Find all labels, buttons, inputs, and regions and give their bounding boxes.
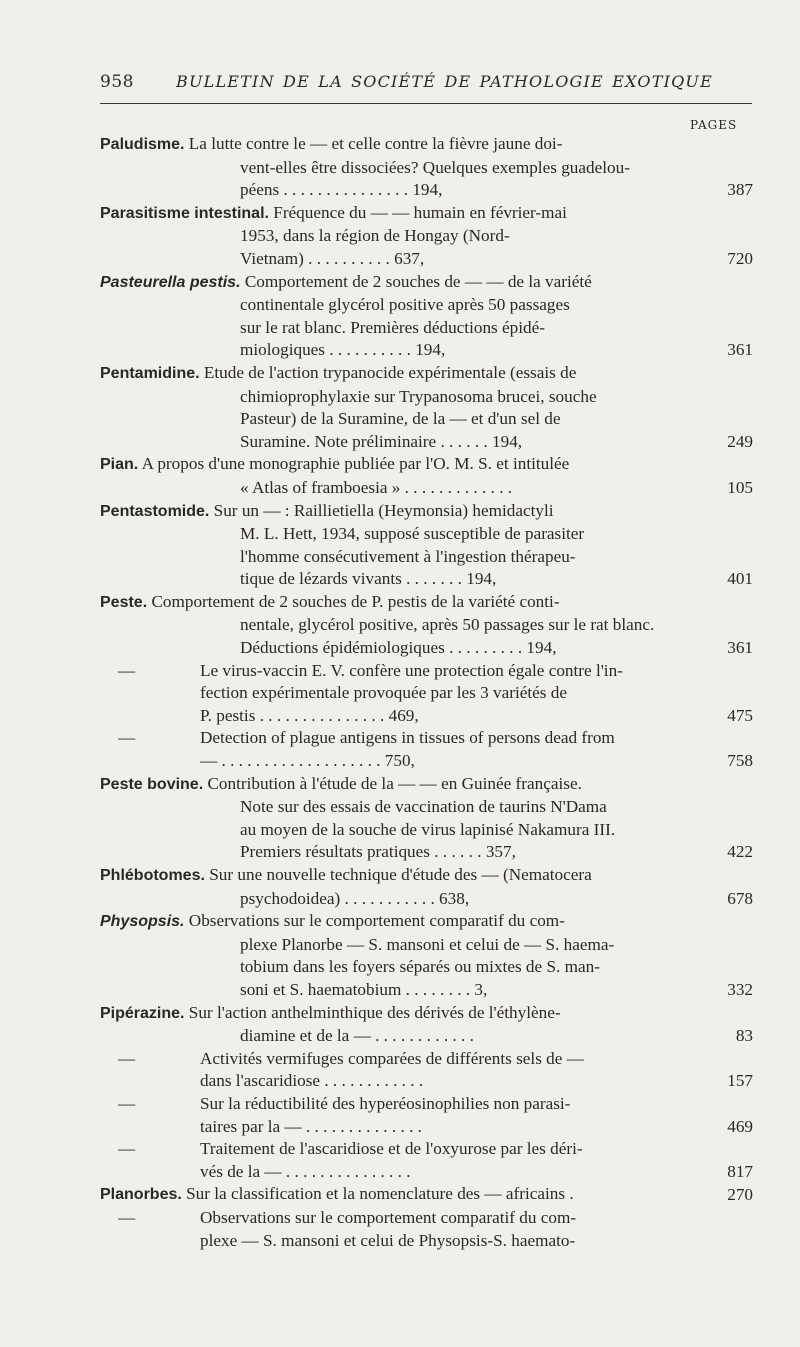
entry-line: tobium dans les foyers séparés ou mixtes de S. man- <box>240 957 600 977</box>
entry-line: Déductions épidémiologiques . . . . . . . . . 194, <box>240 638 557 658</box>
entry-line: Paludisme. La lutte contre le — et celle contre la fièvre jaune doi- <box>100 134 563 153</box>
page-reference: 270 <box>727 1185 753 1205</box>
entry-term: Phlébotomes. <box>100 867 205 884</box>
entry-line: Peste bovine. Contribution à l'étude de la — — en Guinée française. <box>100 773 582 793</box>
pages-column-label: PAGES <box>690 118 738 132</box>
entry-line: Suramine. Note préliminaire . . . . . . 194, <box>240 431 523 451</box>
index-entries <box>100 133 765 1252</box>
index-entry <box>100 1207 765 1252</box>
entry-text <box>100 271 677 362</box>
entry-line: nentale, glycérol positive, après 50 passages sur le rat blanc. <box>240 615 655 635</box>
entry-text <box>100 1093 677 1138</box>
entry-line: Pasteur) de la Suramine, de la — et d'un sel de <box>240 409 561 429</box>
entry-line: Physopsis. Observations sur le comportement comparatif du com- <box>100 911 565 931</box>
entry-line: Pentamidine. Etude de l'action trypanocide expérimentale (essais de <box>100 362 577 382</box>
entry-line: Pipérazine. Sur l'action anthelminthique des dérivés de l'éthylène- <box>100 1002 561 1022</box>
entry-dash: — <box>118 1139 136 1159</box>
entry-line: l'homme consécutivement à l'ingestion thérapeu- <box>240 546 576 566</box>
index-entry <box>100 453 765 499</box>
entry-text <box>100 133 677 202</box>
index-entry <box>100 1002 765 1048</box>
index-entry <box>100 591 765 660</box>
entry-line: Sur la réductibilité des hyperéosinophilies non parasi- <box>200 1093 571 1113</box>
entry-term: Pian. <box>100 456 139 474</box>
entry-line: Detection of plague antigens in tissues of persons dead from <box>200 728 615 748</box>
entry-term: Paludisme. <box>100 136 185 153</box>
page-reference: 83 <box>735 1026 753 1046</box>
entry-line: P. pestis . . . . . . . . . . . . . . . 469, <box>200 705 419 725</box>
entry-text <box>100 591 677 660</box>
entry-line: Note sur des essais de vaccination de taurins N'Dama <box>240 797 607 817</box>
index-entry <box>100 864 765 910</box>
index-entry <box>100 1138 765 1183</box>
entry-text <box>100 202 677 271</box>
entry-line: miologiques . . . . . . . . . . 194, <box>240 340 446 360</box>
entry-term: Pentastomide. <box>100 502 210 520</box>
entry-line: M. L. Hett, 1934, supposé susceptible de parasiter <box>240 524 585 544</box>
entry-line: Planorbes. Sur la classification et la nomenclature des — africains . <box>100 1184 574 1204</box>
entry-line: vés de la — . . . . . . . . . . . . . . . <box>200 1161 411 1181</box>
index-entry <box>100 202 765 271</box>
index-entry <box>100 362 765 453</box>
page-reference: 361 <box>727 638 753 658</box>
entry-term: Pasteurella pestis. <box>100 273 241 291</box>
index-entry <box>100 1183 765 1207</box>
entry-line: Pasteurella pestis. Comportement de 2 souches de — — de la variété <box>100 271 592 291</box>
index-entry <box>100 660 765 728</box>
entry-line: chimioprophylaxie sur Trypanosoma brucei, souche <box>240 386 597 406</box>
entry-line: Activités vermifuges comparées de différents sels de — <box>200 1048 584 1068</box>
entry-line: Traitement de l'ascaridiose et de l'oxyurose par les déri- <box>200 1139 583 1159</box>
page-reference: 249 <box>727 431 753 451</box>
entry-text <box>100 453 677 499</box>
entry-line: fection expérimentale provoquée par les 3 variétés de <box>200 683 567 703</box>
page-number: 958 <box>100 72 134 92</box>
page-reference: 105 <box>727 477 753 497</box>
entry-line: vent-elles être dissociées? Quelques exemples guadelou- <box>240 157 630 177</box>
entry-dash: — <box>118 660 136 680</box>
entry-line: diamine et de la — . . . . . . . . . . . . <box>240 1026 474 1046</box>
entry-line: tique de lézards vivants . . . . . . . 194, <box>240 569 497 589</box>
entry-dash: — <box>118 1093 136 1113</box>
entry-line: plexe — S. mansoni et celui de Physopsis-S. haemato- <box>200 1230 576 1250</box>
entry-term: Peste. <box>100 593 148 611</box>
entry-line: dans l'ascaridiose . . . . . . . . . . . . <box>200 1071 424 1091</box>
entry-line: Le virus-vaccin E. V. confère une protection égale contre l'in- <box>200 660 623 680</box>
page-reference: 678 <box>727 888 753 908</box>
page-reference: 758 <box>727 751 753 771</box>
entry-line: soni et S. haematobium . . . . . . . . 3, <box>240 979 488 999</box>
page-reference: 361 <box>727 340 753 360</box>
entry-term: Planorbes. <box>100 1186 182 1204</box>
entry-line: Observations sur le comportement comparatif du com- <box>200 1207 577 1227</box>
entry-line: Pian. A propos d'une monographie publiée par l'O. M. S. et intitulée <box>100 454 570 474</box>
page-reference: 157 <box>727 1071 753 1091</box>
entry-line: taires par la — . . . . . . . . . . . . . . <box>200 1116 422 1136</box>
entry-line: plexe Planorbe — S. mansoni et celui de — S. haema- <box>240 934 615 954</box>
entry-line: psychodoidea) . . . . . . . . . . . 638, <box>240 888 470 908</box>
entry-line: continentale glycérol positive après 50 passages <box>240 295 570 315</box>
entry-term: Peste bovine. <box>100 775 204 793</box>
entry-text <box>100 1048 677 1093</box>
entry-dash: — <box>118 728 136 748</box>
entry-text <box>100 1002 677 1048</box>
entry-dash: — <box>118 1207 136 1227</box>
page-reference: 422 <box>727 842 753 862</box>
entry-text <box>100 727 677 772</box>
entry-term: Parasitisme intestinal. <box>100 204 269 222</box>
index-entry <box>100 1093 765 1138</box>
page-reference: 401 <box>727 569 753 589</box>
entry-line: Vietnam) . . . . . . . . . . 637, <box>240 248 425 268</box>
page-reference: 475 <box>727 705 753 725</box>
page-reference: 469 <box>727 1116 753 1136</box>
entry-text <box>100 773 677 864</box>
entry-text <box>100 864 677 910</box>
entry-dash: — <box>118 1048 136 1068</box>
entry-term: Pipérazine. <box>100 1004 185 1022</box>
index-entry <box>100 773 765 864</box>
entry-line: sur le rat blanc. Premières déductions épidé- <box>240 317 545 337</box>
entry-text <box>100 1183 677 1207</box>
entry-line: Peste. Comportement de 2 souches de P. pestis de la variété conti- <box>100 591 560 611</box>
entry-line: Premiers résultats pratiques . . . . . . 357, <box>240 842 516 862</box>
entry-line: Pentastomide. Sur un — : Raillietiella (Heymonsia) hemidactyli <box>100 500 554 520</box>
entry-text <box>100 362 677 453</box>
page-reference: 387 <box>727 180 753 200</box>
index-entry <box>100 500 765 591</box>
entry-line: — . . . . . . . . . . . . . . . . . . . 750, <box>200 751 415 771</box>
running-title: BULLETIN DE LA SOCIÉTÉ DE PATHOLOGIE EXOTIQUE <box>176 72 713 91</box>
page-reference: 332 <box>727 979 753 999</box>
index-entry <box>100 133 765 202</box>
entry-line: Phlébotomes. Sur une nouvelle technique d'étude des — (Nematocera <box>100 865 592 884</box>
entry-line: au moyen de la souche de virus lapinisé Nakamura III. <box>240 819 616 839</box>
entry-text <box>100 1207 677 1252</box>
entry-line: « Atlas of framboesia » . . . . . . . . . . . . . <box>240 477 513 497</box>
header-rule <box>100 103 752 104</box>
entry-text <box>100 660 677 728</box>
index-entry <box>100 271 765 362</box>
entry-term: Pentamidine. <box>100 364 200 382</box>
page-header <box>100 72 750 98</box>
index-entry <box>100 727 765 772</box>
entry-line: Parasitisme intestinal. Fréquence du — — humain en février-mai <box>100 202 567 222</box>
index-entry <box>100 1048 765 1093</box>
entry-term: Physopsis. <box>100 913 185 931</box>
entry-line: 1953, dans la région de Hongay (Nord- <box>240 226 510 246</box>
entry-text <box>100 910 677 1001</box>
entry-text <box>100 500 677 591</box>
index-entry <box>100 910 765 1001</box>
page-reference: 720 <box>727 248 753 268</box>
entry-text <box>100 1138 677 1183</box>
page-reference: 817 <box>727 1161 753 1181</box>
entry-line: péens . . . . . . . . . . . . . . . 194, <box>240 180 443 200</box>
